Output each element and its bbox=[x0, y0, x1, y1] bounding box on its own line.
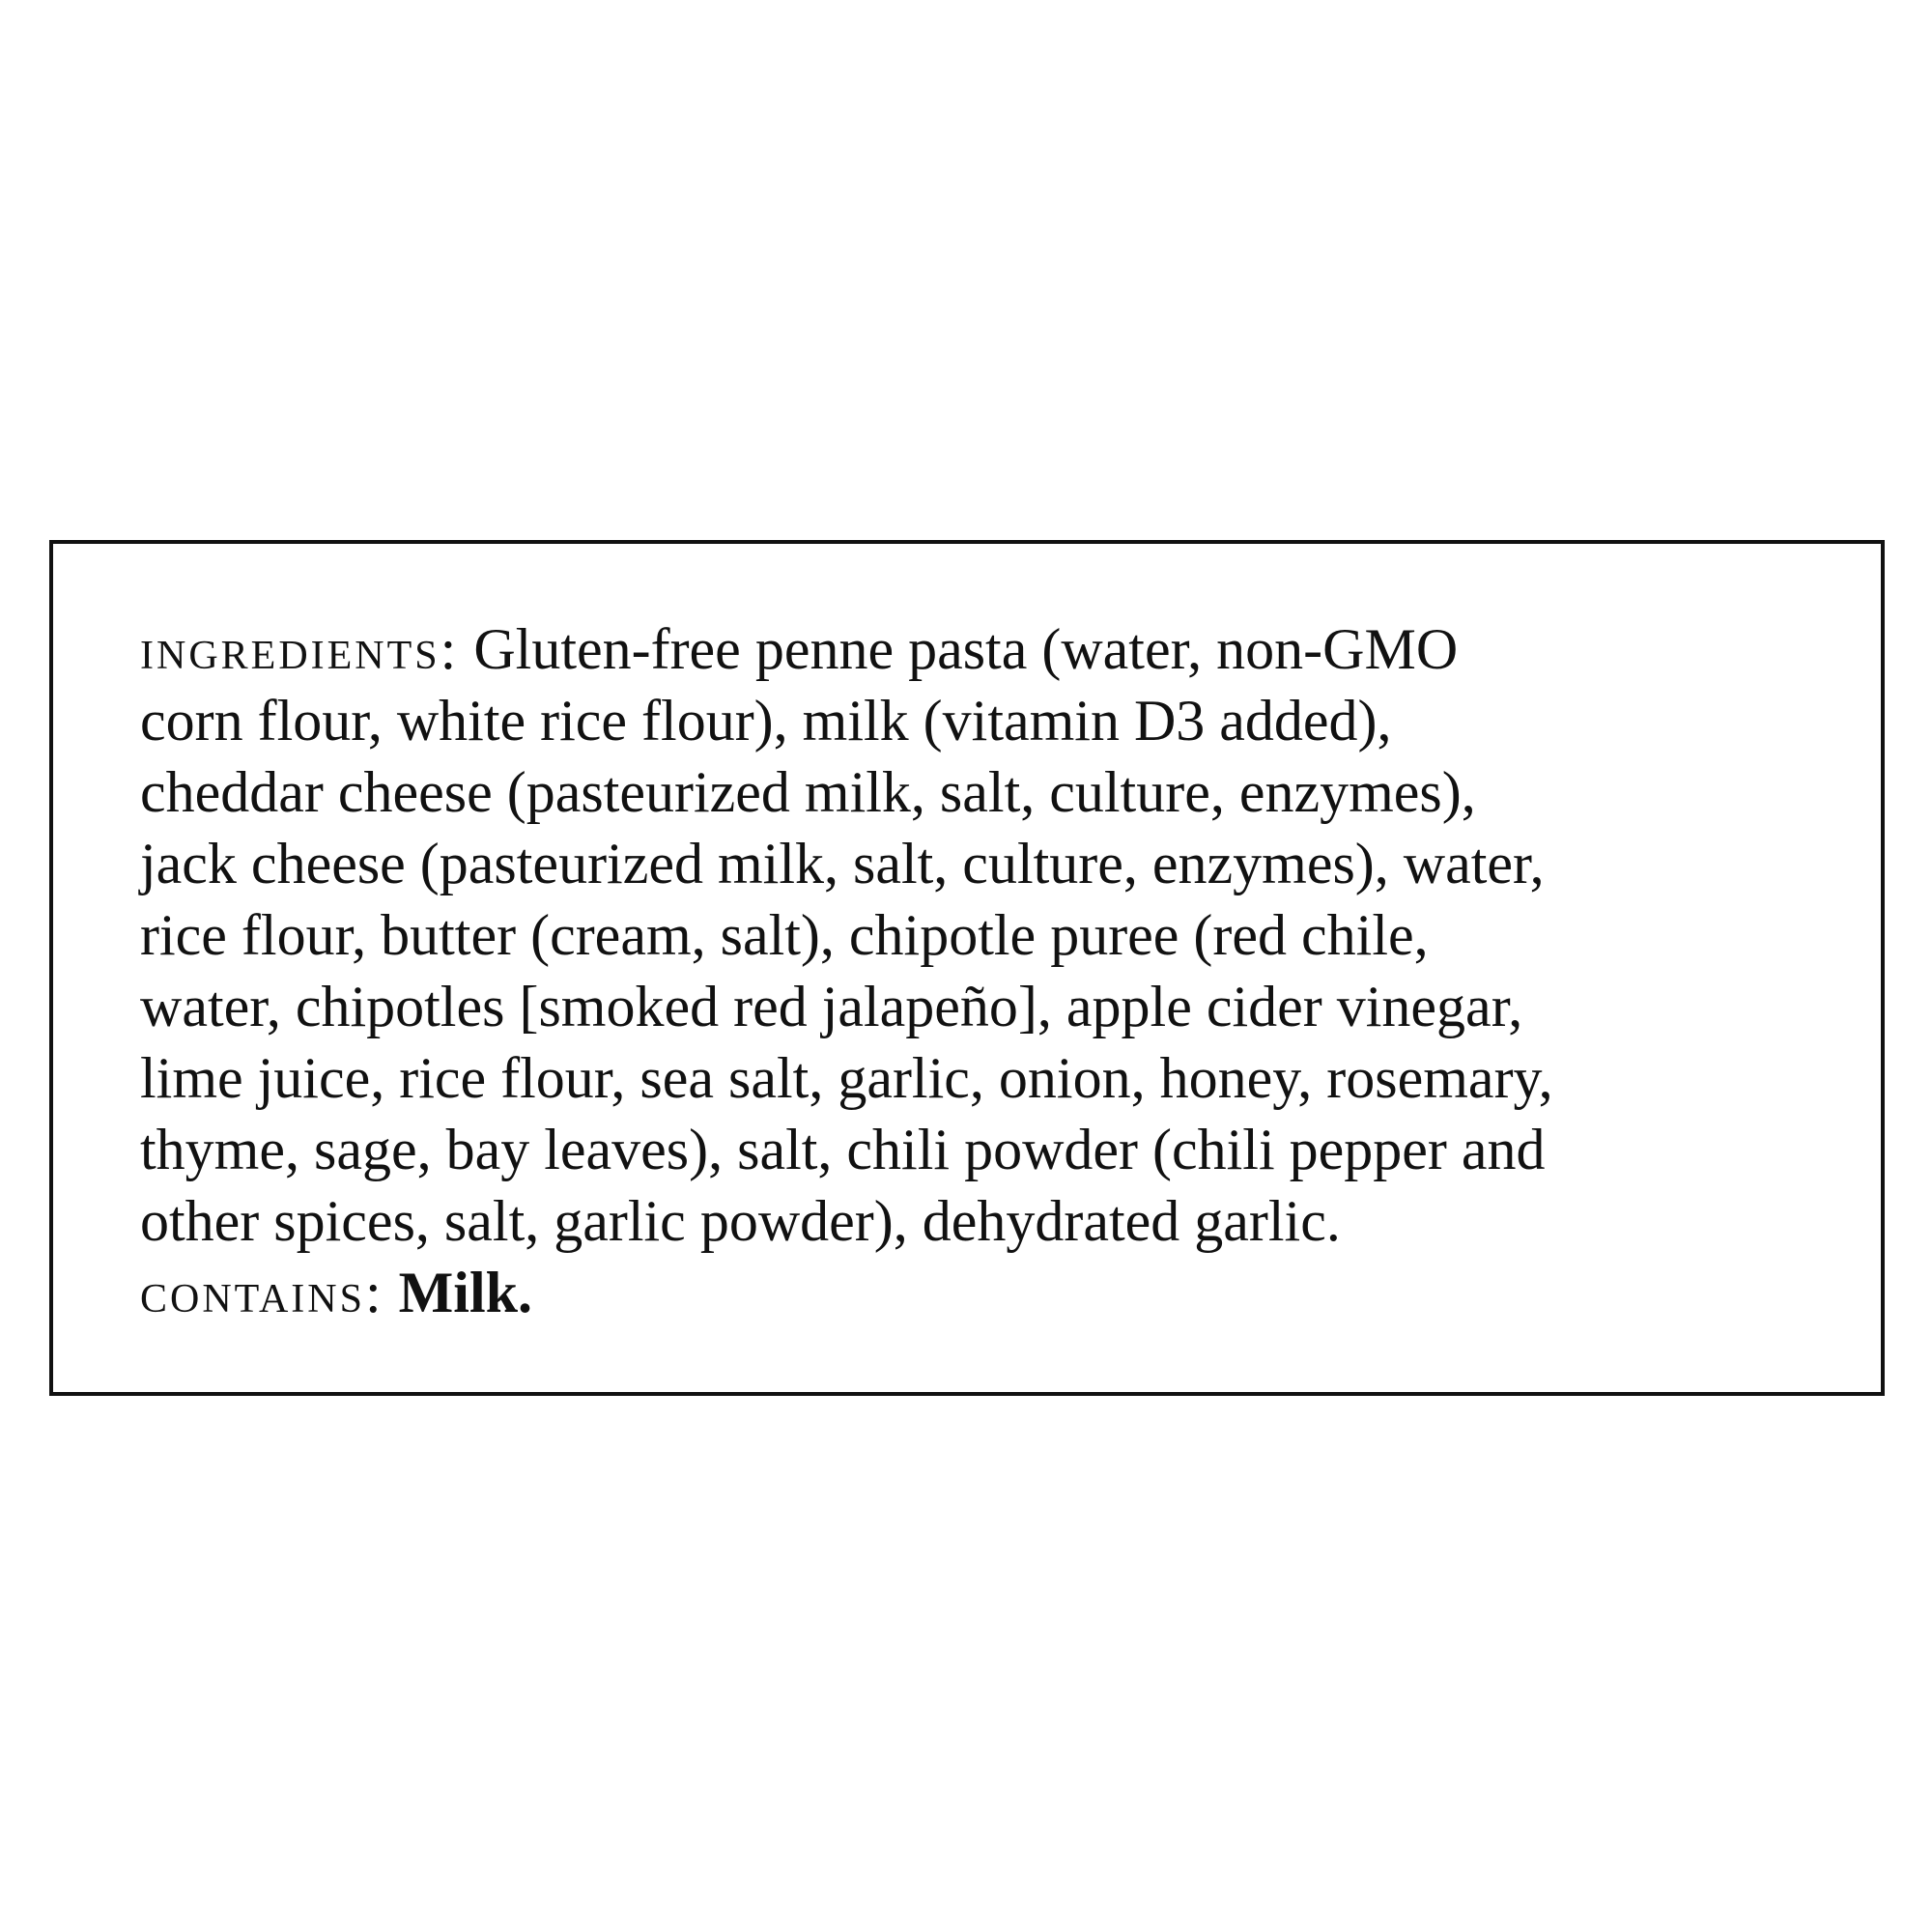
ingredients-line-text: Gluten-free penne pasta (water, non-GMO bbox=[473, 617, 1459, 681]
ingredients-line-2: corn flour, white rice flour), milk (vitamin D3 added), bbox=[140, 689, 1392, 753]
ingredients-line-5: rice flour, butter (cream, salt), chipotle puree (red chile, bbox=[140, 903, 1429, 967]
contains-line bbox=[140, 1257, 1850, 1328]
ingredients-line-9: other spices, salt, garlic powder), dehydrated garlic. bbox=[140, 1189, 1341, 1253]
contains-allergen: Milk. bbox=[398, 1261, 532, 1324]
contains-heading: contains: bbox=[140, 1261, 384, 1324]
ingredients-line-4: jack cheese (pasteurized milk, salt, culture, enzymes), water, bbox=[140, 832, 1545, 895]
ingredients-line-8: thyme, sage, bay leaves), salt, chili powder (chili pepper and bbox=[140, 1118, 1546, 1181]
ingredients-line-6: water, chipotles [smoked red jalapeño], apple cider vinegar, bbox=[140, 975, 1523, 1038]
ingredients-line-7: lime juice, rice flour, sea salt, garlic, onion, honey, rosemary, bbox=[140, 1046, 1553, 1110]
ingredients-line-3: cheddar cheese (pasteurized milk, salt, culture, enzymes), bbox=[140, 760, 1476, 824]
ingredients-text bbox=[140, 613, 1850, 1328]
ingredients-line-1 bbox=[140, 613, 1850, 685]
ingredients-panel bbox=[49, 540, 1885, 1396]
ingredients-heading: ingredients: bbox=[140, 617, 460, 681]
